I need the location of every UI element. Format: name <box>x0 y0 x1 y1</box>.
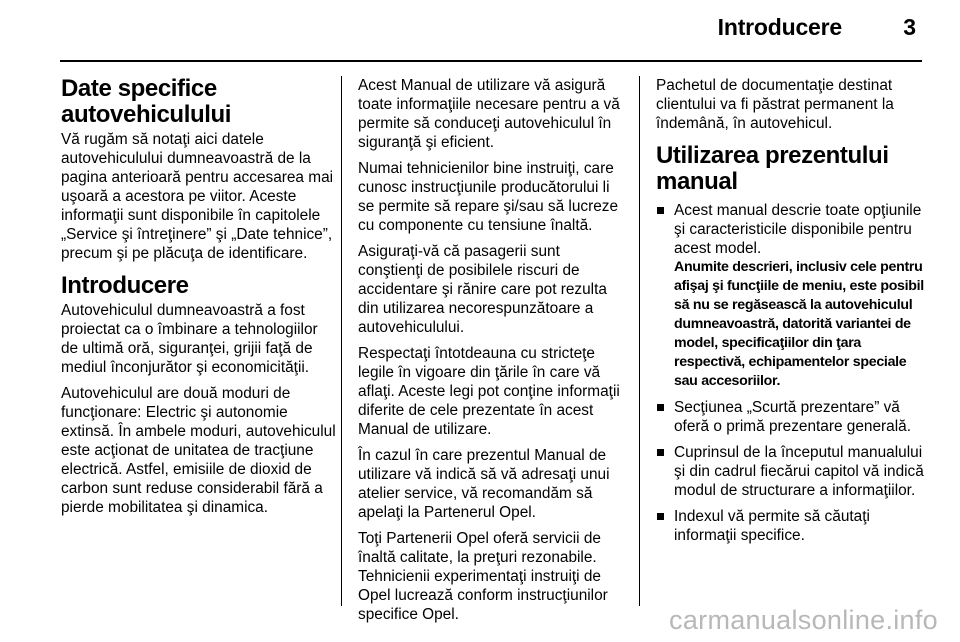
paragraph: Acest Manual de utilizare vă asigură toate informaţiile necesare pentru a vă permite să conduceţi autovehiculul în siguranţă şi eficient. <box>358 77 620 151</box>
header-rule <box>60 60 922 62</box>
page-number: 3 <box>903 14 916 40</box>
list-item-text: Cuprinsul de la începutul manualului şi din cadrul fiecărui capitol vă indică modul de structurare a informaţiilor. <box>674 444 924 499</box>
list-item <box>656 398 926 436</box>
paragraph: Autovehiculul dumneavoastră a fost proiectat ca o îmbinare a tehnologiilor de ultimă oră, siguranţei, grijii faţă de mediul înconjurător şi economicităţii. <box>61 302 318 376</box>
watermark: carmanualsonline.info <box>669 605 938 635</box>
list-item <box>656 507 926 545</box>
square-bullet-icon <box>657 449 664 456</box>
list-item-bold-note: Anumite descrieri, inclusiv cele pentru afişaj şi funcţiile de meniu, este posibil să nu se regăsească la autovehiculul dumneavoastră, datorită variantei de model, specificaţiilor din ţara respectivă, echipamentelor speciale sau accesoriilor. <box>674 259 924 389</box>
list-item <box>656 201 926 391</box>
heading-vehicle-data: Date specifice autovehiculului <box>61 75 232 128</box>
paragraph: Numai tehnicienilor bine instruiţi, care cunosc instrucţiunile producătorului li se permite să repare şi/sau să lucreze cu componente cu tensiune înaltă. <box>358 160 619 234</box>
column-divider-2 <box>639 76 640 606</box>
page-header <box>0 0 960 64</box>
header-title: Introducere <box>717 14 842 40</box>
paragraph: Respectaţi întotdeauna cu stricteţe legile în vigoare din ţările în care vă aflaţi. Aceste legi pot conţine informaţii diferite de cele prezentate în acest Manual de utilizare. <box>358 345 620 438</box>
bullet-list <box>656 201 926 545</box>
column-1 <box>61 76 336 524</box>
square-bullet-icon <box>657 207 664 214</box>
list-item <box>656 443 926 500</box>
paragraph: Pachetul de documentaţie destinat clientului va fi păstrat permanent la îndemână, în autovehicul. <box>656 77 894 132</box>
paragraph: În cazul în care prezentul Manual de utilizare vă indică să vă adresaţi unui atelier service, vă recomandăm să apelaţi la Partenerul Opel. <box>358 447 610 521</box>
paragraph: Autovehiculul are două moduri de funcţionare: Electric şi autonomie extinsă. În ambele moduri, autovehiculul este acţionat de unitatea de tracţiune electrică. Astfel, emisiile de dioxid de carbon sunt reduse considerabil fără a pierde mobilitatea şi dinamica. <box>61 385 336 516</box>
square-bullet-icon <box>657 404 664 411</box>
square-bullet-icon <box>657 513 664 520</box>
column-divider-1 <box>341 76 342 606</box>
heading-manual-usage: Utilizarea prezentului manual <box>656 142 889 195</box>
paragraph: Asiguraţi-vă că pasagerii sunt conştienţi de posibilele riscuri de accidentare şi rănire care pot rezulta din utilizarea necorespunzătoare a autovehiculului. <box>358 243 607 336</box>
column-3 <box>656 76 926 552</box>
paragraph: Toţi Partenerii Opel oferă servicii de înaltă calitate, la preţuri rezonabile. Tehnicienii experimentaţi instruiţi de Opel lucrează conform instrucţiunilor specifice Opel. <box>358 530 608 623</box>
paragraph: Vă rugăm să notaţi aici datele autovehiculului dumneavoastră de la pagina anterioară pentru accesarea mai uşoară a acestora pe viitor. Aceste informaţii sunt disponibile în capitolele „Service şi întreţinere” şi „Date tehnice”, precum şi pe plăcuţa de identificare. <box>61 131 334 262</box>
list-item-text: Indexul vă permite să căutaţi informaţii specifice. <box>674 508 870 544</box>
list-item-text: Acest manual descrie toate opţiunile şi caracteristicile disponibile pentru acest model. <box>674 202 922 257</box>
heading-introducere: Introducere <box>61 272 189 299</box>
column-2 <box>358 76 628 631</box>
list-item-text: Secţiunea „Scurtă prezentare” vă oferă o primă prezentare generală. <box>674 399 911 435</box>
